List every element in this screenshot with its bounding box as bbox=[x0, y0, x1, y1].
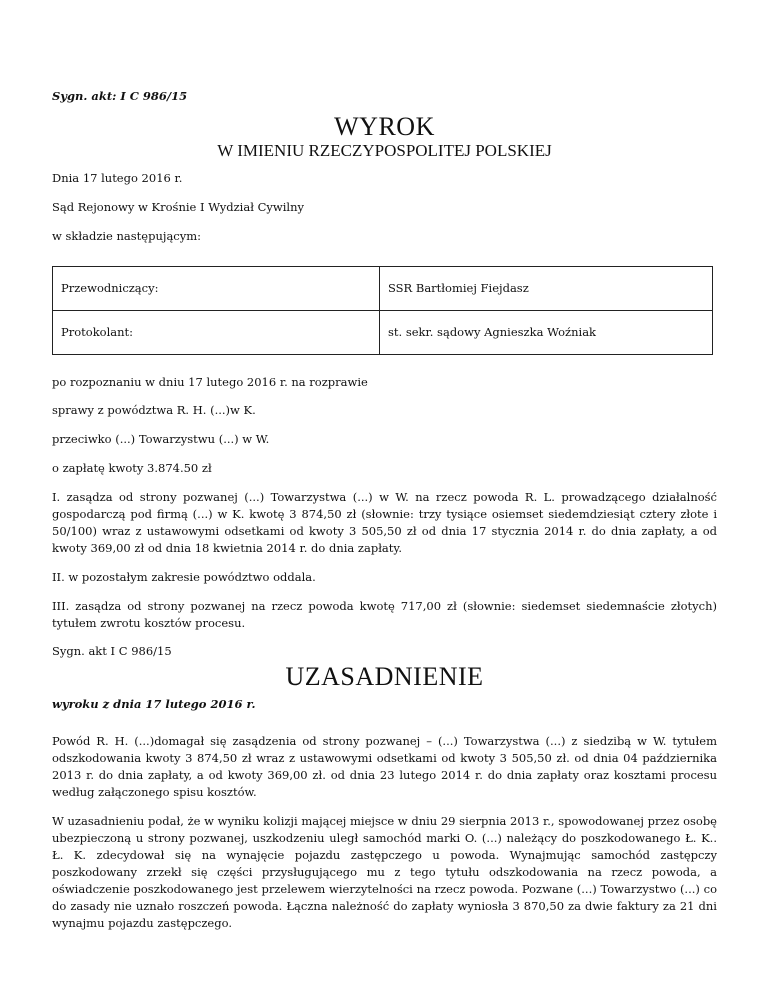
justification-title: UZASADNIENIE bbox=[285, 662, 484, 691]
claim-line: sprawy z powództwa R. H. (...)w K. bbox=[52, 403, 256, 417]
court-name: Sąd Rejonowy w Krośnie I Wydział Cywilny bbox=[52, 200, 304, 214]
panel-role: Protokolant: bbox=[53, 311, 380, 355]
table-row bbox=[53, 267, 713, 311]
verdict-title: WYROK bbox=[334, 112, 435, 141]
justification-paragraph-1: Powód R. H. (...)domagał się zasądzenia od strony pozwanej – (...) Towarzystwa (...) z siedzibą w W. tytułem odszkodowania kwoty 3 874,50 zł wraz z ustawowymi odsetkami od kwoty 3 505,50 zł. od dnia 04 października 2013 r. do dnia zapłaty, a od kwoty 369,00 zł. od dnia 23 lutego 2014 r. do dnia zapłaty oraz kosztami procesu według załączonego spisu kosztów. bbox=[52, 734, 717, 799]
verdict-date: Dnia 17 lutego 2016 r. bbox=[52, 171, 183, 185]
verdict-point-3: III. zasądza od strony pozwanej na rzecz powoda kwotę 717,00 zł (słownie: siedemset siedemnaście złotych) tytułem zwrotu kosztów procesu. bbox=[52, 599, 717, 630]
verdict-subtitle: W IMIENIU RZECZYPOSPOLITEJ POLSKIEJ bbox=[217, 141, 552, 160]
table-row bbox=[53, 311, 713, 355]
justification-signature: Sygn. akt I C 986/15 bbox=[52, 644, 172, 658]
panel-person: st. sekr. sądowy Agnieszka Woźniak bbox=[380, 311, 713, 355]
verdict-point-2: II. w pozostałym zakresie powództwo oddala. bbox=[52, 570, 316, 584]
panel-person: SSR Bartłomiej Fiejdasz bbox=[380, 267, 713, 311]
subject-line: o zapłatę kwoty 3.874.50 zł bbox=[52, 461, 212, 475]
court-panel-table bbox=[52, 266, 713, 355]
case-signature: Sygn. akt: I C 986/15 bbox=[52, 89, 188, 103]
composition-intro: w składzie następującym: bbox=[52, 229, 202, 243]
justification-paragraph-2: W uzasadnieniu podał, że w wyniku kolizji mającej miejsce w dniu 29 sierpnia 2013 r., spowodowanej przez osobę ubezpieczoną u strony pozwanej, uszkodzeniu uległ samochód marki O. (...) należący do poszkodowanego Ł. K.. Ł. K. zdecydował się na wynajęcie pojazdu zastępczego u powoda. Wynajmując samochód zastępczy poszkodowany zrzekł się części przysługującego mu z tego tytułu odszkodowania na rzecz powoda, a oświadczenie poszkodowanego jest przelewem wierzytelności na rzecz powoda. Pozwane (...) Towarzystwo (...) co do zasady nie uznało roszczeń powoda. Łączna należność do zapłaty wyniosła 3 870,50 za dwie faktury za 21 dni wynajmu pojazdu zastępczego. bbox=[52, 814, 717, 930]
verdict-point-1: I. zasądza od strony pozwanej (...) Towarzystwa (...) w W. na rzecz powoda R. L. prowadzącego działalność gospodarczą pod firmą (...) w K. kwotę 3 874,50 zł (słownie: trzy tysiące osiemset siedemdziesiąt cztery złote i 50/100) wraz z ustawowymi odsetkami od kwoty 3 505,50 zł od dnia 17 stycznia 2014 r. do dnia zapłaty, a od kwoty 369,00 zł od dnia 18 kwietnia 2014 r. do dnia zapłaty. bbox=[52, 490, 717, 555]
panel-role: Przewodniczący: bbox=[53, 267, 380, 311]
justification-subheading: wyroku z dnia 17 lutego 2016 r. bbox=[52, 697, 256, 711]
against-line: przeciwko (...) Towarzystwu (...) w W. bbox=[52, 432, 270, 446]
hearing-line: po rozpoznaniu w dniu 17 lutego 2016 r. na rozprawie bbox=[52, 375, 368, 389]
